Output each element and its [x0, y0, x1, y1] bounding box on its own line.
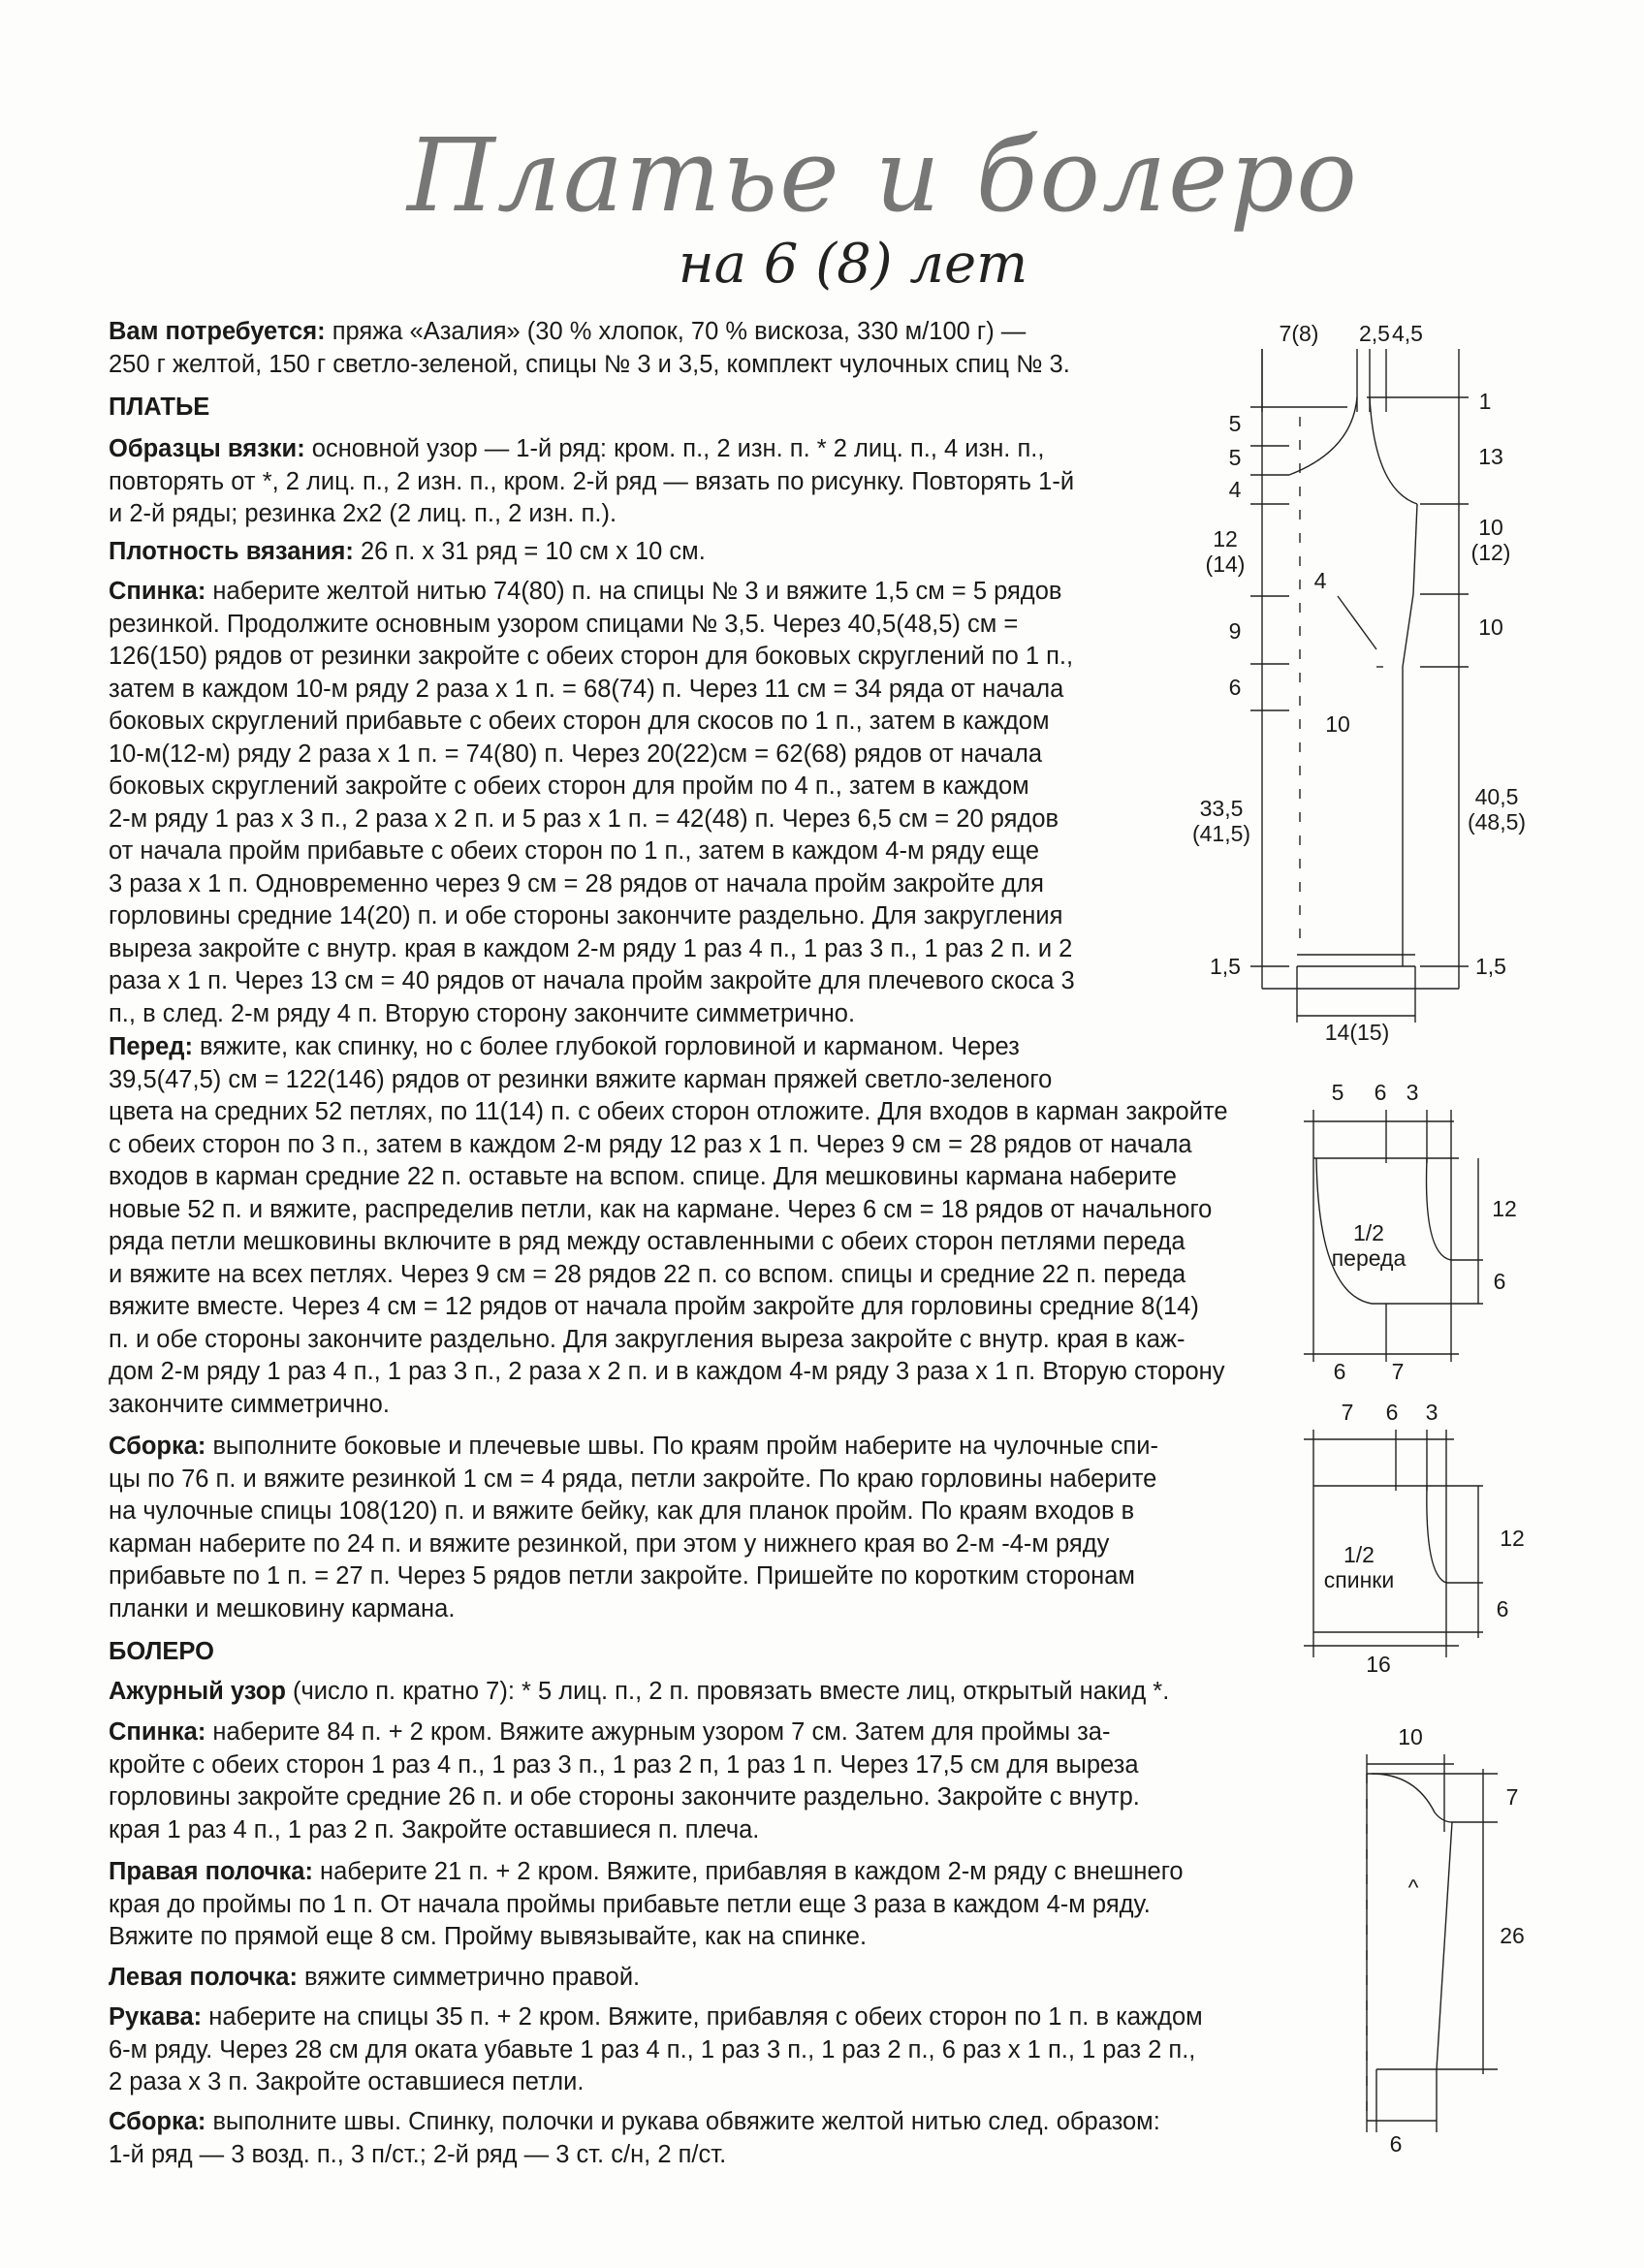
dress-top-dim: 2,5: [1359, 321, 1390, 346]
front-line: дом 2-м ряду 1 раз 4 п., 1 раз 3 п., 2 раза х 2 п. и в каждом 4-м ряду 3 раза х 1 п. Вторую сторону: [109, 1358, 1225, 1385]
sleeves-line: наберите на спицы 35 п. + 2 кром. Вяжите, прибавляя с обеих сторон по 1 п. в каждом: [202, 2003, 1203, 2031]
assembly-line: на чулочные спицы 108(120) п. и вяжите бейку, как для планок пройм. По краям входов в: [109, 1497, 1135, 1525]
right-front-label: Правая полочка:: [109, 1858, 313, 1885]
bolero-back-line: края 1 раз 4 п., 1 раз 2 п. Закройте оставшиеся п. плеча.: [109, 1815, 760, 1843]
samples-line: и 2-й ряды; резинка 2х2 (2 лиц. п., 2 изн. п.).: [109, 500, 617, 527]
back-line: от начала пройм прибавьте с обеих сторон по 1 п., затем в каждом 4-м ряду еще: [109, 837, 1040, 865]
dress-right-dim: 1: [1478, 389, 1492, 414]
openwork-paragraph: [109, 1676, 1169, 1709]
back-line: затем в каждом 10-м ряду 2 раза х 1 п. = 68(74) п. Через 11 см = 34 ряда от начала: [109, 675, 1064, 703]
dress-right-dim: 40,5: [1474, 784, 1519, 809]
front-line: и вяжите на всех петлях. Через 9 см = 28 рядов 22 п. со вспом. спицы и средние 22 п. переда: [109, 1260, 1186, 1288]
back-pocket-bottom-dim: 16: [1366, 1652, 1391, 1677]
samples-line: основной узор — 1-й ряд: кром. п., 2 изн. п. * 2 лиц. п., 4 изн. п.,: [304, 435, 1045, 462]
page-subtitle: на 6 (8) лет: [678, 233, 1028, 296]
density-paragraph: [109, 536, 706, 569]
assembly-line: прибавьте по 1 п. = 27 п. Через 5 рядов петли закройте. Пришейте по коротким сторонам: [109, 1562, 1135, 1590]
dress-right-dim: (12): [1470, 540, 1511, 565]
samples-paragraph: [109, 433, 1074, 531]
back-line: 3 раза х 1 п. Одновременно через 9 см = 28 рядов от начала пройм закройте для: [109, 869, 1044, 898]
back-line: 2-м ряду 1 раз х 3 п., 2 раза х 2 п. и 5 раз х 1 п. = 42(48) п. Через 6,5 см = 20 рядов: [109, 804, 1059, 833]
front-line: с обеих сторон по 3 п., затем в каждом 2-м ряду 12 раз х 1 п. Через 9 см = 28 рядов от начала: [109, 1130, 1192, 1158]
assembly-line: цы по 76 п. и вяжите резинкой 1 см = 4 ряда, петли закройте. По краю горловины наберите: [109, 1465, 1157, 1493]
dress-left-dim: 5: [1228, 445, 1242, 470]
dress-heading: ПЛАТЬЕ: [109, 394, 210, 421]
back-line: наберите желтой нитью 74(80) п. на спицы № 3 и вяжите 1,5 см = 5 рядов: [206, 578, 1062, 605]
bolero-assembly-line: 1-й ряд — 3 возд. п., 3 п/ст.; 2-й ряд — 3 ст. с/н, 2 п/ст.: [109, 2140, 727, 2168]
back-pocket-right-dim: 12: [1500, 1526, 1525, 1551]
right-front-line: наберите 21 п. + 2 кром. Вяжите, прибавляя в каждом 2-м ряду с внешнего: [312, 1858, 1184, 1885]
front-pocket-bottom-dim: 7: [1391, 1359, 1405, 1384]
front-pocket-label: 1/2: [1353, 1220, 1384, 1245]
front-pocket-top-dim: 6: [1374, 1080, 1387, 1105]
front-pocket-top-dim: 3: [1406, 1080, 1419, 1105]
materials-paragraph: [109, 316, 1070, 381]
dress-inner-dim: 4: [1313, 568, 1327, 593]
bolero-back-label: Спинка:: [109, 1718, 206, 1746]
dress-left-dim: (14): [1205, 551, 1246, 577]
back-pocket-top-dim: 6: [1385, 1400, 1399, 1425]
dress-right-dim: (48,5): [1467, 809, 1527, 835]
bolero-inner-mark: ^: [1407, 1874, 1419, 1900]
dress-left-dim: 12: [1213, 526, 1238, 551]
front-line: п. и обе стороны закончите раздельно. Для закругления выреза закройте с внутр. края в каж-: [109, 1325, 1186, 1353]
bolero-back-paragraph: [109, 1717, 1140, 1846]
sleeves-line: 6-м ряду. Через 28 см для оката убавьте 1 раз 4 п., 1 раз 3 п., 1 раз 2 п., 6 раз х 1 п., 1 раз 2 п.,: [109, 2035, 1196, 2063]
front-line: новые 52 п. и вяжите, распределив петли, как на кармане. Через 6 см = 18 рядов от начального: [109, 1195, 1213, 1223]
back-pocket-diagram: [1289, 1396, 1541, 1686]
bolero-back-line: кройте с обеих сторон 1 раз 4 п., 1 раз 3 п., 1 раз 2 п, 1 раз 1 п. Через 17,5 см для выреза: [109, 1750, 1139, 1779]
dress-left-dim: 33,5: [1199, 796, 1244, 821]
front-pocket-bottom-dim: 6: [1333, 1359, 1346, 1384]
front-line: входов в карман средние 22 п. оставьте на вспом. спице. Для мешковины кармана наберите: [109, 1163, 1177, 1190]
back-line: боковых скруглений закройте с обеих сторон для пройм по 4 п., затем в каждом: [109, 772, 1029, 800]
dress-top-dim: 7(8): [1279, 321, 1319, 346]
front-line: ряда петли мешковины включите в ряд между оставленными с обеих сторон петлями переда: [109, 1228, 1186, 1255]
materials-line: 250 г желтой, 150 г светло-зеленой, спицы № 3 и 3,5, комплект чулочных спиц № 3.: [109, 350, 1070, 378]
sleeves-label: Рукава:: [109, 2003, 203, 2031]
assembly-line: карман наберите по 24 п. и вяжите резинкой, при этом у нижнего края во 2-м -4-м ряду: [109, 1529, 1110, 1558]
back-line: 10-м(12-м) ряду 2 раза х 1 п. = 74(80) п. Через 20(22)см = 62(68) рядов от начала: [109, 740, 1043, 768]
bolero-bottom-dim: 6: [1389, 2131, 1403, 2157]
back-line: 126(150) рядов от резинки закройте с обеих сторон для боковых скруглений по 1 п.,: [109, 643, 1074, 670]
openwork-label: Ажурный узор: [109, 1678, 286, 1705]
sleeves-line: 2 раза х 3 п. Закройте оставшиеся петли.: [109, 2068, 585, 2095]
front-paragraph: [109, 1031, 1228, 1421]
dress-pattern-diagram: [1192, 320, 1561, 1047]
front-line: вяжите вместе. Через 4 см = 12 рядов от начала пройм закройте для горловины средние 8(14): [109, 1293, 1199, 1320]
front-line: закончите симметрично.: [109, 1390, 390, 1418]
right-front-line: края до проймы по 1 п. От начала проймы прибавьте петли еще 3 раза в каждом 4-м ряду.: [109, 1890, 1151, 1918]
density-label: Плотность вязания:: [109, 538, 354, 565]
dress-right-dim: 1,5: [1475, 954, 1506, 979]
bolero-back-line: горловины закройте средние 26 п. и обе стороны закончите раздельно. Закройте с внутр.: [109, 1783, 1140, 1811]
samples-label: Образцы вязки:: [109, 435, 305, 462]
front-line: цвета на средних 52 петлях, по 11(14) п. с обеих сторон отложите. Для входов в карман закройте: [109, 1098, 1228, 1125]
back-line: п., в след. 2-м ряду 4 п. Вторую сторону закончите симметрично.: [109, 999, 856, 1027]
back-pocket-top-dim: 7: [1341, 1400, 1354, 1425]
bolero-piece-diagram: [1338, 1716, 1551, 2161]
back-line: горловины средние 14(20) п. и обе стороны закончите раздельно. Для закругления: [109, 902, 1063, 929]
front-line: 39,5(47,5) см = 122(146) рядов от резинки вяжите карман пряжей светло-зеленого: [109, 1065, 1053, 1093]
dress-left-dim: 9: [1228, 618, 1242, 644]
sleeves-paragraph: [109, 2001, 1203, 2099]
bolero-assembly-line: выполните швы. Спинку, полочки и рукава обвяжите желтой нитью след. образом:: [206, 2108, 1160, 2135]
bolero-top-dim: 10: [1398, 1724, 1423, 1749]
front-pocket-right-dim: 12: [1492, 1196, 1517, 1221]
front-pocket-diagram: [1289, 1071, 1541, 1391]
left-front-label: Левая полочка:: [109, 1964, 298, 1991]
dress-inner-dim: 10: [1325, 711, 1350, 737]
bolero-right-dim: 7: [1505, 1784, 1519, 1810]
dress-bottom-dim: 14(15): [1324, 1020, 1390, 1045]
back-line: выреза закройте с внутр. края в каждом 2-м ряду 1 раз 4 п., 1 раз 3 п., 1 раз 2 п. и 2: [109, 934, 1073, 962]
density-line: 26 п. х 31 ряд = 10 см х 10 см.: [353, 538, 706, 565]
dress-left-dim: (41,5): [1192, 821, 1251, 846]
right-front-paragraph: [109, 1856, 1184, 1954]
back-paragraph: [109, 576, 1075, 1030]
dress-right-dim: 10: [1478, 515, 1503, 540]
left-front-line: вяжите симметрично правой.: [297, 1964, 641, 1991]
back-label: Спинка:: [109, 578, 206, 605]
back-line: раза х 1 п. Через 13 см = 40 рядов от начала пройм закройте для плечевого скоса 3: [109, 967, 1075, 994]
back-pocket-right-dim: 6: [1496, 1596, 1509, 1622]
right-front-line: Вяжите по прямой еще 8 см. Пройму вывязывайте, как на спинке.: [109, 1923, 868, 1950]
back-pocket-label: 1/2: [1344, 1542, 1375, 1567]
assembly-paragraph: [109, 1431, 1158, 1625]
page-title: Платье и болеро: [407, 116, 1359, 235]
bolero-heading: БОЛЕРО: [109, 1638, 214, 1665]
dress-left-dim: 4: [1228, 477, 1242, 502]
dress-top-dim: 4,5: [1392, 321, 1423, 346]
assembly-label: Сборка:: [109, 1433, 206, 1460]
assembly-line: выполните боковые и плечевые швы. По краям пройм наберите на чулочные спи-: [206, 1433, 1158, 1460]
bolero-back-line: наберите 84 п. + 2 кром. Вяжите ажурным узором 7 см. Затем для проймы за-: [206, 1718, 1111, 1746]
dress-left-dim: 6: [1228, 675, 1242, 700]
front-line: вяжите, как спинку, но с более глубокой горловиной и карманом. Через: [192, 1033, 1020, 1060]
back-line: боковых скруглений прибавьте с обеих сторон для скосов по 1 п., затем в каждом: [109, 708, 1050, 735]
bolero-assembly-paragraph: [109, 2106, 1160, 2171]
assembly-line: планки и мешковину кармана.: [109, 1594, 456, 1622]
dress-left-dim: 5: [1228, 411, 1242, 436]
dress-right-dim: 13: [1478, 444, 1503, 469]
left-front-paragraph: [109, 1962, 640, 1995]
dress-left-dim: 1,5: [1210, 954, 1241, 979]
front-pocket-label: переда: [1331, 1245, 1407, 1271]
back-pocket-top-dim: 3: [1425, 1400, 1438, 1425]
materials-label: Вам потребуется:: [109, 318, 326, 345]
samples-line: повторять от *, 2 лиц. п., 2 изн. п., кром. 2-й ряд — вязать по рисунку. Повторять 1-й: [109, 467, 1075, 495]
back-line: резинкой. Продолжите основным узором спицами № 3,5. Через 40,5(48,5) см =: [109, 610, 1019, 638]
openwork-line: (число п. кратно 7): * 5 лиц. п., 2 п. провязать вместе лиц, открытый накид *.: [285, 1678, 1170, 1705]
dress-right-dim: 10: [1478, 614, 1503, 640]
bolero-right-dim: 26: [1500, 1923, 1525, 1948]
back-pocket-label: спинки: [1323, 1567, 1395, 1592]
front-pocket-top-dim: 5: [1331, 1080, 1344, 1105]
front-label: Перед:: [109, 1033, 193, 1060]
front-pocket-right-dim: 6: [1493, 1269, 1506, 1294]
materials-line: пряжа «Азалия» (30 % хлопок, 70 % вискоза, 330 м/100 г) —: [325, 318, 1027, 345]
bolero-assembly-label: Сборка:: [109, 2108, 206, 2135]
